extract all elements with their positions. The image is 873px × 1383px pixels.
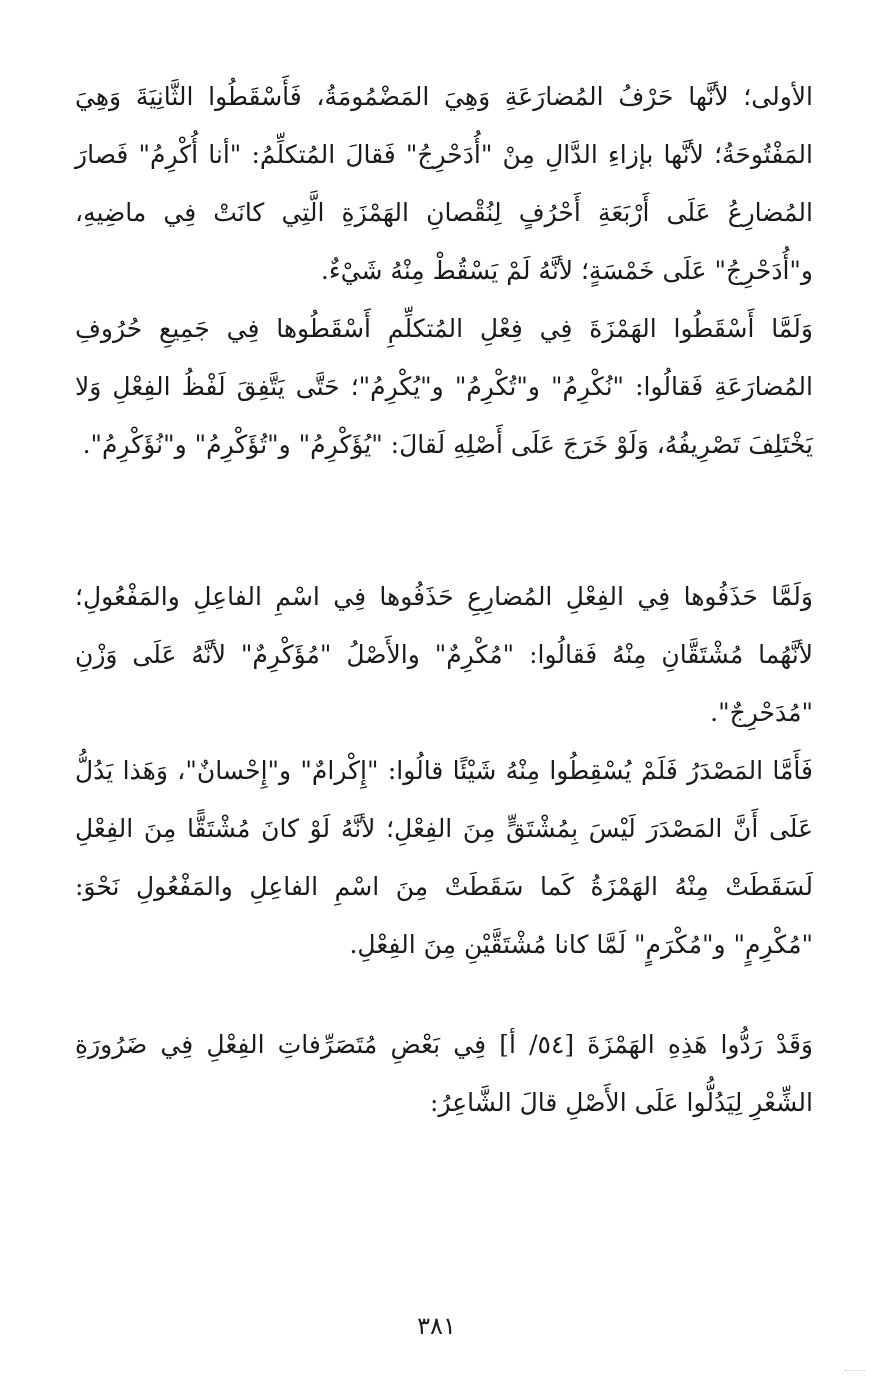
paragraph-2 [75,300,813,474]
paragraph-1 [75,68,813,300]
paragraph-3-text: وَلَمَّا حَذَفُوها فِي الفِعْلِ المُضارِعِ حَذَفُوها فِي اسْمِ الفاعِلِ والمَفْعُولِ؛ لأنَّهُما مُشْتَقَّانِ مِنْهُ فَقالُوا: "مُكْرِمٌ" والأَصْلُ "مُؤَكْرِمٌ" لأنَّهُ عَلَى وَزْنِ "مُدَحْرِجٌ". [75,582,813,727]
page-number: ٣٨١ [417,1312,456,1340]
paragraph-1-text: الأولى؛ لأنَّها حَرْفُ المُضارَعَةِ وَهِيَ المَضْمُومَةُ، فَأَسْقَطُوا الثَّانِيَةَ وَهِيَ المَفْتُوحَةُ؛ لأنَّها بإزاءِ الدَّالِ مِنْ "أُدَحْرِجُ" فَقالَ المُتكلِّمُ: "أنا أُكْرِمُ" فَصارَ المُضارِعُ عَلَى أَرْبَعَةِ أَحْرُفٍ لِنُقْصانِ الهَمْزَةِ الَّتِي كانَتْ فِي ماضِيهِ، و"أُدَحْرِجُ" عَلَى خَمْسَةٍ؛ لأنَّهُ لَمْ يَسْقُطْ مِنْهُ شَيْءٌ. [75,82,813,285]
paragraph-3 [75,568,813,742]
paragraph-5-text: وَقَدْ رَدُّوا هَذِهِ الهَمْزَةَ [٥٤/ أ] فِي بَعْضِ مُتَصَرِّفاتِ الفِعْلِ فِي ضَرُورَةِ الشِّعْرِ لِيَدُلُّوا عَلَى الأَصْلِ قالَ الشَّاعِرُ: [75,1030,814,1117]
paragraph-4-text: فَأَمَّا المَصْدَرُ فَلَمْ يُسْقِطُوا مِنْهُ شَيْئًا قالُوا: "إِكْرامٌ" و"إِحْسانٌ"، وَهَذا يَدُلُّ عَلَى أَنَّ المَصْدَرَ لَيْسَ بِمُشْتَقٍّ مِنَ الفِعْلِ؛ لأنَّهُ لَوْ كانَ مُشْتَقًّا مِنَ الفِعْلِ لَسَقَطَتْ مِنْهُ الهَمْزَةُ كَما سَقَطَتْ مِنَ اسْمِ الفاعِلِ والمَفْعُولِ نَحْوَ: "مُكْرِمٍ" و"مُكْرَمٍ" لَمَّا كانا مُشْتَقَّيْنِ مِنَ الفِعْلِ. [75,756,813,959]
scan-speck [845,1370,865,1373]
paragraph-4 [75,742,813,974]
paragraph-2-text: وَلَمَّا أَسْقَطُوا الهَمْزَةَ فِي فِعْلِ المُتكلِّمِ أَسْقَطُوها فِي جَمِيعِ حُرُوفِ المُضارَعَةِ فَقالُوا: "نُكْرِمُ" و"تُكْرِمُ" و"يُكْرِمُ"؛ حَتَّى يَتَّفِقَ لَفْظُ الفِعْلِ وَلا يَخْتَلِفَ تَصْرِيفُهُ، وَلَوْ خَرَجَ عَلَى أَصْلِهِ لَقالَ: "يُؤَكْرِمُ" و"تُؤَكْرِمُ" و"نُؤَكْرِمُ". [75,314,813,459]
paragraph-5 [75,1016,813,1132]
